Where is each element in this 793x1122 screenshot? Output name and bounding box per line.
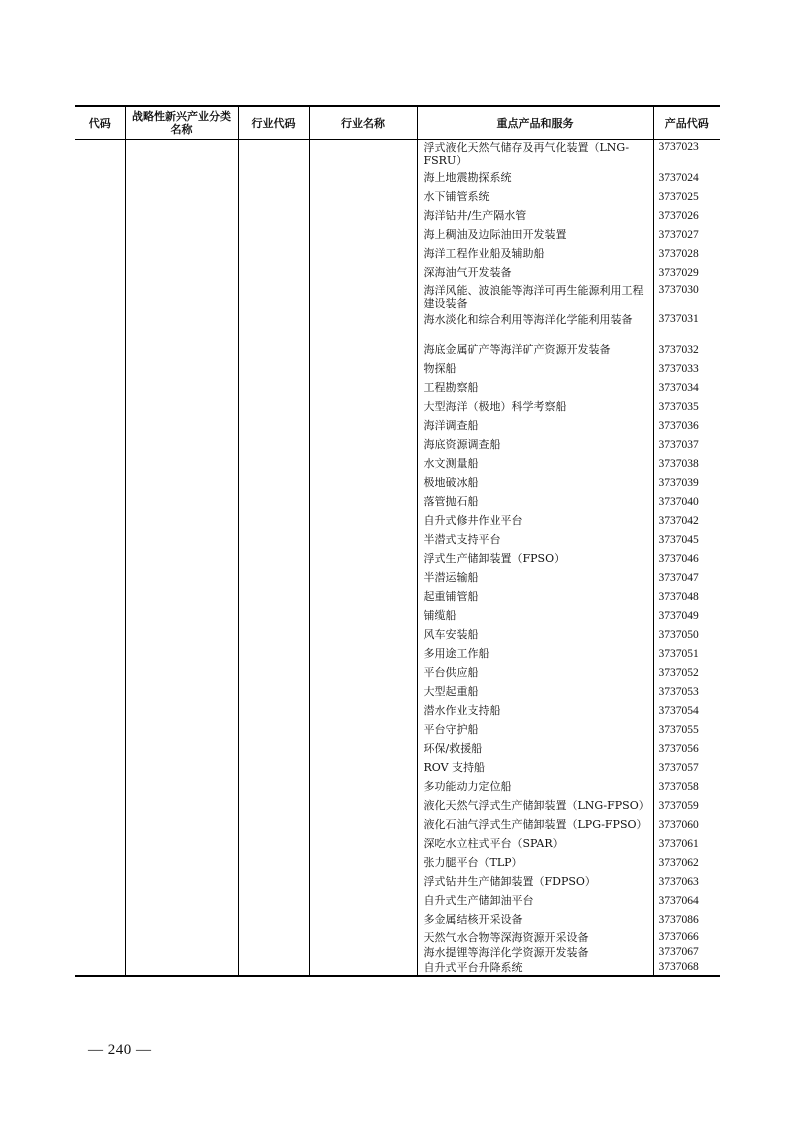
product-code: 3737049 (658, 610, 699, 622)
product-code: 3737050 (658, 629, 699, 641)
table-body-row (75, 140, 720, 977)
code-column (75, 140, 125, 977)
product-code: 3737051 (658, 648, 699, 660)
product-name: 大型海洋（极地）科学考察船 (423, 400, 567, 413)
product-name: 工程勘察船 (423, 381, 479, 394)
header-product-code: 产品代码 (653, 106, 720, 140)
product-name: 自升式生产储卸油平台 (423, 894, 534, 907)
product-name: 铺缆船 (423, 609, 457, 622)
product-code: 3737053 (658, 686, 699, 698)
industry-name-column (309, 140, 417, 977)
product-code: 3737052 (658, 667, 699, 679)
product-code: 3737068 (658, 961, 699, 973)
industry-catalog-table (75, 105, 720, 977)
product-name: 海上地震勘探系统 (423, 171, 512, 184)
product-code: 3737037 (658, 439, 699, 451)
products-column (417, 140, 653, 977)
category-column (125, 140, 238, 977)
product-name: 液化石油气浮式生产储卸装置（LPG-FPSO） (423, 818, 648, 831)
product-name: 张力腿平台（TLP） (423, 856, 523, 869)
header-products: 重点产品和服务 (417, 106, 653, 140)
product-code: 3737031 (658, 313, 699, 325)
product-code: 3737029 (658, 267, 699, 279)
product-name: 半潜式支持平台 (423, 533, 501, 546)
product-name: 海洋调查船 (423, 419, 479, 432)
product-code: 3737033 (658, 363, 699, 375)
product-name: 水文测量船 (423, 457, 479, 470)
product-name: 海上稠油及边际油田开发装置 (423, 228, 567, 241)
product-code: 3737064 (658, 895, 699, 907)
product-name: 多功能动力定位船 (423, 780, 512, 793)
product-name: 深吃水立柱式平台（SPAR） (423, 837, 564, 850)
product-code: 3737062 (658, 857, 699, 869)
product-name: 海底金属矿产等海洋矿产资源开发装备 (423, 343, 611, 356)
product-name: 起重铺管船 (423, 590, 479, 603)
page-number: — 240 — (88, 1042, 152, 1058)
product-name: 物探船 (423, 362, 457, 375)
product-name: 浮式钻井生产储卸装置（FDPSO） (423, 875, 596, 888)
product-code: 3737036 (658, 420, 699, 432)
product-name: 浮式生产储卸装置（FPSO） (423, 552, 566, 565)
product-code: 3737046 (658, 553, 699, 565)
product-code: 3737059 (658, 800, 699, 812)
product-name: 大型起重船 (423, 685, 479, 698)
product-code: 3737042 (658, 515, 699, 527)
product-code: 3737034 (658, 382, 699, 394)
product-code: 3737058 (658, 781, 699, 793)
product-code-column (653, 140, 720, 977)
product-code: 3737040 (658, 496, 699, 508)
product-code: 3737063 (658, 876, 699, 888)
header-industry-code: 行业代码 (238, 106, 309, 140)
product-name: 海水淡化和综合利用等海洋化学能利用装备 (423, 313, 633, 326)
product-name: 天然气水合物等深海资源开采设备 (423, 931, 589, 944)
product-name: 环保/救援船 (423, 742, 483, 755)
product-code: 3737056 (658, 743, 699, 755)
product-name: 海洋风能、波浪能等海洋可再生能源利用工程建设装备 (423, 284, 644, 310)
product-code: 3737035 (658, 401, 699, 413)
product-code: 3737023 (658, 141, 699, 153)
product-name: 自升式修井作业平台 (423, 514, 523, 527)
header-category-name: 战略性新兴产业分类名称 (125, 106, 238, 140)
product-code: 3737032 (658, 344, 699, 356)
product-name: 海洋钻井/生产隔水管 (423, 209, 527, 222)
product-name: 液化天然气浮式生产储卸装置（LNG-FPSO） (423, 799, 650, 812)
product-name: 风车安装船 (423, 628, 479, 641)
product-code: 3737045 (658, 534, 699, 546)
product-code: 3737030 (658, 284, 699, 296)
product-name: 海底资源调查船 (423, 438, 501, 451)
product-code: 3737057 (658, 762, 699, 774)
product-name: ROV 支持船 (423, 761, 486, 774)
product-name: 平台守护船 (423, 723, 479, 736)
product-name: 多金属结核开采设备 (423, 913, 523, 926)
industry-code-column (238, 140, 309, 977)
product-code: 3737026 (658, 210, 699, 222)
product-name: 浮式液化天然气储存及再气化装置（LNG-FSRU） (423, 141, 630, 167)
product-name: 海水提锂等海洋化学资源开发装备 (423, 946, 589, 959)
product-code: 3737028 (658, 248, 699, 260)
product-code: 3737038 (658, 458, 699, 470)
product-name: 多用途工作船 (423, 647, 490, 660)
product-code: 3737024 (658, 172, 699, 184)
product-code: 3737047 (658, 572, 699, 584)
product-code: 3737066 (658, 931, 699, 943)
product-code: 3737048 (658, 591, 699, 603)
table-header-row (75, 106, 720, 140)
product-name: 平台供应船 (423, 666, 479, 679)
product-name: 深海油气开发装备 (423, 266, 512, 279)
product-name: 海洋工程作业船及辅助船 (423, 247, 545, 260)
header-industry-name: 行业名称 (309, 106, 417, 140)
product-name: 自升式平台升降系统 (423, 961, 523, 974)
product-name: 极地破冰船 (423, 476, 479, 489)
product-code: 3737067 (658, 946, 699, 958)
product-code: 3737060 (658, 819, 699, 831)
product-name: 潜水作业支持船 (423, 704, 501, 717)
product-code: 3737027 (658, 229, 699, 241)
product-code: 3737039 (658, 477, 699, 489)
product-code: 3737055 (658, 724, 699, 736)
product-code: 3737025 (658, 191, 699, 203)
product-code: 3737086 (658, 914, 699, 926)
product-code: 3737054 (658, 705, 699, 717)
product-code: 3737061 (658, 838, 699, 850)
product-name: 水下铺管系统 (423, 190, 490, 203)
product-name: 半潜运输船 (423, 571, 479, 584)
header-code: 代码 (75, 106, 125, 140)
product-name: 落管抛石船 (423, 495, 479, 508)
